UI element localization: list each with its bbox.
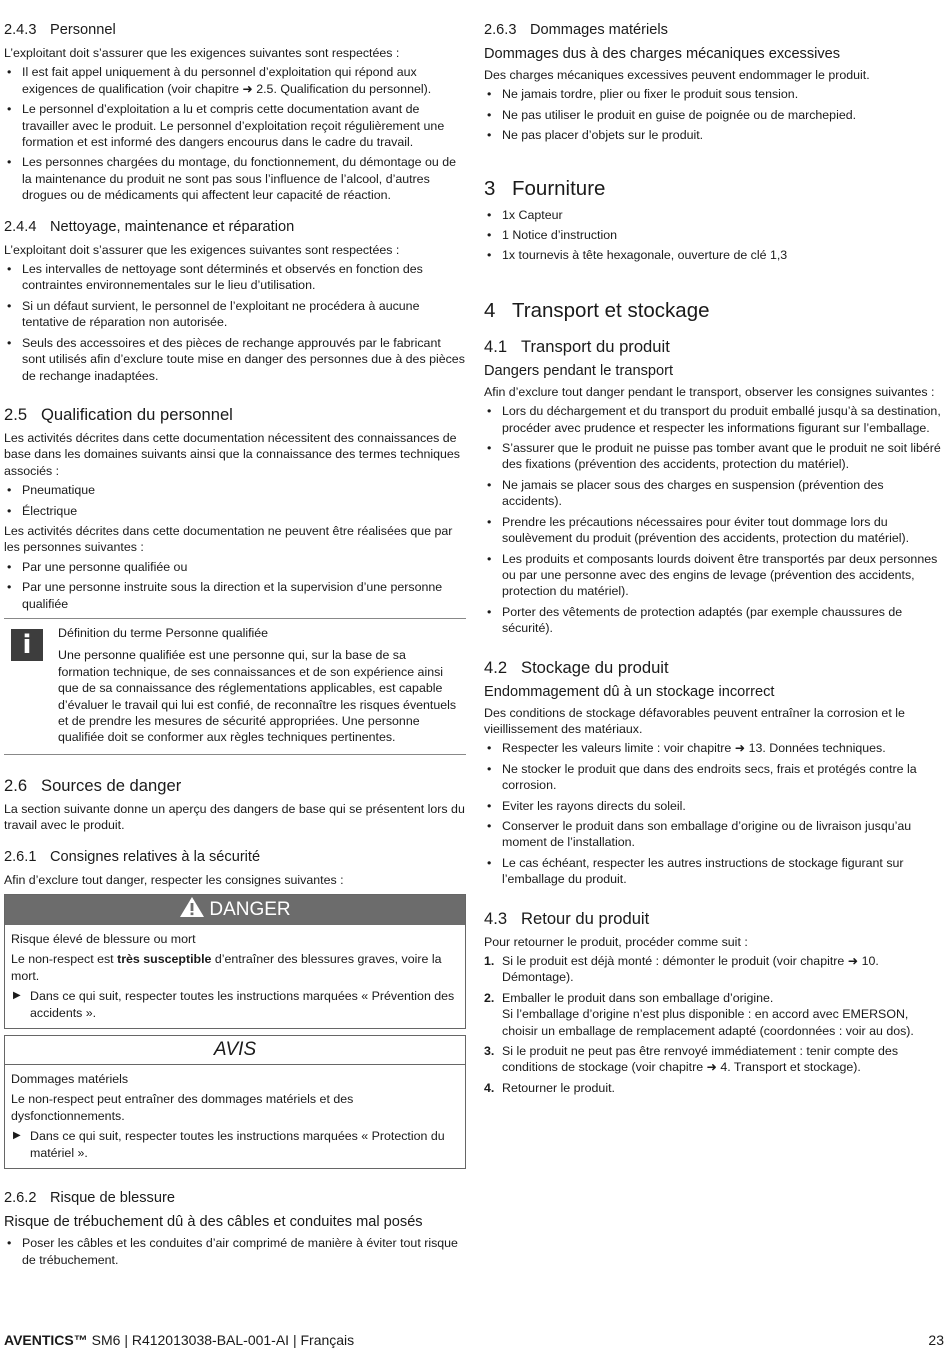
section-heading xyxy=(4,1189,466,1208)
paragraph: Afin d’exclure tout danger pendant le transport, observer les consignes suivantes : xyxy=(484,384,935,399)
info-icon: i xyxy=(11,629,43,661)
list-item: • Ne pas utiliser le produit en guise de poignée ou de marchepied. xyxy=(484,107,944,123)
section-title: Retour du produit xyxy=(521,908,650,928)
danger-text xyxy=(11,951,459,984)
numbered-list xyxy=(484,953,944,1096)
list-item: • Par une personne instruite sous la direction et la supervision d’une personne qualifiée xyxy=(4,579,466,612)
section-number: 2.5 xyxy=(4,404,28,424)
right-column xyxy=(484,18,944,1100)
warning-triangle-icon xyxy=(179,896,205,928)
section-title: Transport du produit xyxy=(521,336,670,356)
section-2-4-4 xyxy=(4,218,466,384)
section-title: Stockage du produit xyxy=(521,657,669,677)
subheading: Endommagement dû à un stockage incorrect xyxy=(484,683,775,700)
section-4 xyxy=(484,298,944,324)
bullet-list xyxy=(4,261,466,384)
section-heading xyxy=(484,21,944,40)
list-item: • Poser les câbles et les conduites d’air comprimé de manière à éviter tout risque de trébuchement. xyxy=(4,1235,466,1268)
list-item: • Prendre les précautions nécessaires pour éviter tout dommage lors du soulèvement du produit (prévention des accidents, protection du matériel). xyxy=(484,514,944,547)
section-title: Dommages matériels xyxy=(530,22,668,38)
paragraph: L’exploitant doit s’assurer que les exigences suivantes sont respectées : xyxy=(4,46,400,60)
bullet-list xyxy=(484,403,944,636)
page-number: 23 xyxy=(928,1332,944,1348)
chapter-heading xyxy=(484,176,944,202)
paragraph: Pour retourner le produit, procéder comme suit : xyxy=(484,934,748,949)
section-2-6 xyxy=(4,775,466,834)
section-heading xyxy=(4,404,466,426)
paragraph: La section suivante donne un aperçu des dangers de base qui se présentent lors du travail avec le produit. xyxy=(4,801,465,833)
danger-action xyxy=(11,988,459,1021)
paragraph: Des charges mécaniques excessives peuvent endommager le produit. xyxy=(484,68,870,82)
list-item: • S’assurer que le produit ne puisse pas tomber avant que le produit ne soit libéré des fixations (prévention des accidents, protection du matériel). xyxy=(484,440,944,473)
bullet-list xyxy=(484,740,944,887)
list-item: • Porter des vêtements de protection adaptés (par exemple chaussures de sécurité). xyxy=(484,604,944,637)
step-text-secondary: Si l’emballage d’origine n’est plus disponible : en accord avec EMERSON, choisir un emballage de remplacement adapté (coordonnées : voir au dos). xyxy=(502,1007,914,1038)
section-number: 4.3 xyxy=(484,908,508,928)
info-text: Une personne qualifiée est une personne qui, sur la base de sa formation technique, de ses connaissances et de son expérience ainsi que de sa connaissance des réglementations applicables, est capable d’évaluer le travail qui lui est confié, de reconnaître les risques éventuels et de prendre les mesures de sécurité appropriées. Une personne qualifiée doit se conformer aux règles techniques pertinentes. xyxy=(58,648,457,745)
danger-text-start: Le non-respect est xyxy=(11,952,118,967)
step-item xyxy=(484,953,944,986)
list-item: • Le cas échéant, respecter les autres instructions de stockage figurant sur l’emballage du produit. xyxy=(484,855,944,888)
danger-body xyxy=(5,925,465,1028)
bullet-list xyxy=(4,1235,466,1268)
section-4-3 xyxy=(484,908,944,1097)
step-text: Retourner le produit. xyxy=(502,1080,615,1095)
list-item: • Les produits et composants lourds doivent être transportés par deux personnes ou par une personne avec des engins de levage (prévention des accidents, protection du matériel). xyxy=(484,551,944,600)
chapter-heading xyxy=(484,298,944,324)
list-item: • Lors du déchargement et du transport du produit emballé jusqu’à sa destination, procéder avec prudence et respecter les informations figurant sur l’emballage. xyxy=(484,403,944,436)
arrow-right-icon: ▶ xyxy=(13,1130,21,1142)
list-item: • Ne pas placer d’objets sur le produit. xyxy=(484,127,944,143)
section-number: 2.4.4 xyxy=(4,218,37,235)
paragraph: Les activités décrites dans cette documentation ne peuvent être réalisées que par les personnes suivantes : xyxy=(4,523,453,555)
section-number: 2.6.1 xyxy=(4,848,37,865)
list-item: • Le personnel d’exploitation a lu et compris cette documentation avant de travailler avec le produit. Le personnel d’exploitation reçoit régulièrement une formation et est informé des dangers encourus dans le cadre du travail. xyxy=(4,101,466,150)
bullet-list xyxy=(484,207,944,264)
list-item: • Il est fait appel uniquement à du personnel d’exploitation qui répond aux exigences de qualification (voir chapitre ➜ 2.5. Qualification du personnel). xyxy=(4,64,466,97)
section-heading xyxy=(4,218,466,237)
step-item xyxy=(484,1080,944,1096)
section-heading xyxy=(4,21,466,40)
danger-text-emphasis: très susceptible xyxy=(117,952,212,967)
section-title: Sources de danger xyxy=(41,775,182,795)
list-item: • Électrique xyxy=(4,503,466,519)
paragraph: L’exploitant doit s’assurer que les exigences suivantes sont respectées : xyxy=(4,242,400,257)
avis-box xyxy=(4,1035,466,1169)
step-item xyxy=(484,990,944,1039)
danger-action-text: Dans ce qui suit, respecter toutes les instructions marquées « Prévention des accidents ». xyxy=(30,989,455,1020)
info-title: Définition du terme Personne qualifiée xyxy=(58,625,269,640)
list-item: • 1 Notice d’instruction xyxy=(484,227,944,243)
step-number: 2. xyxy=(484,990,495,1005)
list-item: • Ne jamais tordre, plier ou fixer le produit sous tension. xyxy=(484,86,944,102)
chapter-title: Transport et stockage xyxy=(512,298,710,322)
section-heading xyxy=(484,336,944,358)
section-number: 4.2 xyxy=(484,657,508,677)
section-2-5 xyxy=(4,404,466,755)
list-item: • Eviter les rayons directs du soleil. xyxy=(484,798,944,814)
section-heading xyxy=(484,908,944,930)
section-number: 2.6.3 xyxy=(484,22,517,38)
section-number: 2.4.3 xyxy=(4,22,37,38)
danger-box xyxy=(4,894,466,1029)
avis-action-text: Dans ce qui suit, respecter toutes les instructions marquées « Protection du matériel ». xyxy=(30,1129,445,1160)
page-footer xyxy=(4,1331,354,1349)
list-item: • Les personnes chargées du montage, du fonctionnement, du démontage ou de la maintenance du produit ne sont pas sous l’influence de l’alcool, d’autres drogues ou de médicaments qui affectent leur capacité de réaction. xyxy=(4,154,466,203)
danger-label: DANGER xyxy=(209,899,291,921)
list-item: • Si un défaut survient, le personnel de l’exploitant ne procédera à aucune tentative de réparation non autorisée. xyxy=(4,298,466,331)
section-title: Risque de blessure xyxy=(50,1190,175,1207)
bullet-list xyxy=(4,559,466,612)
step-number: 3. xyxy=(484,1044,495,1059)
bullet-list xyxy=(484,86,944,143)
list-item: • Respecter les valeurs limite : voir chapitre ➜ 13. Données techniques. xyxy=(484,740,944,756)
danger-heading: Risque élevé de blessure ou mort xyxy=(11,932,196,947)
chapter-number: 4 xyxy=(484,298,496,322)
section-2-6-2 xyxy=(4,1189,466,1268)
section-2-4-3 xyxy=(4,21,466,204)
list-item: • Les intervalles de nettoyage sont déterminés et observés en fonction des contraintes environnementales sur le lieu d’utilisation. xyxy=(4,261,466,294)
step-number: 4. xyxy=(484,1080,495,1095)
left-column xyxy=(4,18,466,1272)
section-2-6-3 xyxy=(484,21,944,144)
bullet-list xyxy=(4,482,466,519)
paragraph: Les activités décrites dans cette documentation nécessitent des connaissances de base dans les domaines suivants ainsi que la connaissance des termes techniques associés : xyxy=(4,430,460,478)
section-title: Consignes relatives à la sécurité xyxy=(50,848,261,865)
avis-text: Le non-respect peut entraîner des dommages matériels et des dysfonctionnements. xyxy=(11,1092,354,1123)
info-box xyxy=(4,618,466,755)
paragraph: Des conditions de stockage défavorables peuvent entraîner la corrosion et le vieillissement des matériaux. xyxy=(484,705,905,736)
list-item: • Par une personne qualifiée ou xyxy=(4,559,466,575)
avis-action xyxy=(11,1128,459,1161)
avis-body xyxy=(5,1065,465,1168)
chapter-number: 3 xyxy=(484,176,496,200)
section-heading xyxy=(484,657,944,679)
step-number: 1. xyxy=(484,954,495,968)
section-4-2 xyxy=(484,657,944,888)
list-item: • Ne stocker le produit que dans des endroits secs, frais et protégés contre la corrosion. xyxy=(484,761,944,794)
step-text: Si le produit est déjà monté : démonter le produit (voir chapitre ➜ 10. Démontage). xyxy=(502,954,879,985)
section-number: 2.6.2 xyxy=(4,1190,37,1207)
section-2-6-1 xyxy=(4,848,466,1169)
section-number: 4.1 xyxy=(484,336,508,356)
bullet-list xyxy=(4,64,466,203)
danger-header xyxy=(5,895,465,925)
section-heading xyxy=(4,775,466,797)
avis-heading: Dommages matériels xyxy=(11,1072,129,1087)
step-text: Emballer le produit dans son emballage d’origine. xyxy=(502,990,774,1005)
list-item: • 1x tournevis à tête hexagonale, ouverture de clé 1,3 xyxy=(484,247,944,263)
section-3 xyxy=(484,176,944,264)
danger-text-end: d’entraîner des blessures graves, voire la mort. xyxy=(11,952,442,983)
section-title: Nettoyage, maintenance et réparation xyxy=(50,218,295,235)
subheading: Dommages dus à des charges mécaniques excessives xyxy=(484,46,841,62)
section-heading xyxy=(4,848,466,867)
section-4-1 xyxy=(484,336,944,637)
chapter-title: Fourniture xyxy=(512,176,606,200)
list-item: • Seuls des accessoires et des pièces de rechange approuvés par le fabricant sont utilisés afin d’exclure toute mise en danger des personnes due à des pièces de rechange inadaptées. xyxy=(4,335,466,384)
arrow-right-icon: ▶ xyxy=(13,990,21,1002)
step-item xyxy=(484,1043,944,1076)
section-number: 2.6 xyxy=(4,775,28,795)
document-reference: SM6 | R412013038-BAL-001-AI | Français xyxy=(87,1332,355,1348)
subheading: Risque de trébuchement dû à des câbles et conduites mal posés xyxy=(4,1214,423,1231)
section-title: Personnel xyxy=(50,22,116,38)
subheading: Dangers pendant le transport xyxy=(484,362,674,379)
list-item: • Ne jamais se placer sous des charges en suspension (prévention des accidents). xyxy=(484,477,944,510)
brand-name: AVENTICS™ xyxy=(4,1332,88,1348)
list-item: • Conserver le produit dans son emballage d’origine ou de livraison jusqu’au moment de l’installation. xyxy=(484,818,944,851)
list-item: • 1x Capteur xyxy=(484,207,944,223)
section-title: Qualification du personnel xyxy=(41,404,233,424)
paragraph: Afin d’exclure tout danger, respecter les consignes suivantes : xyxy=(4,872,344,887)
list-item: • Pneumatique xyxy=(4,482,466,498)
avis-label: AVIS xyxy=(5,1036,465,1065)
step-text: Si le produit ne peut pas être renvoyé immédiatement : tenir compte des conditions de stockage (voir chapitre ➜ 4. Transport et stockage). xyxy=(502,1044,899,1075)
